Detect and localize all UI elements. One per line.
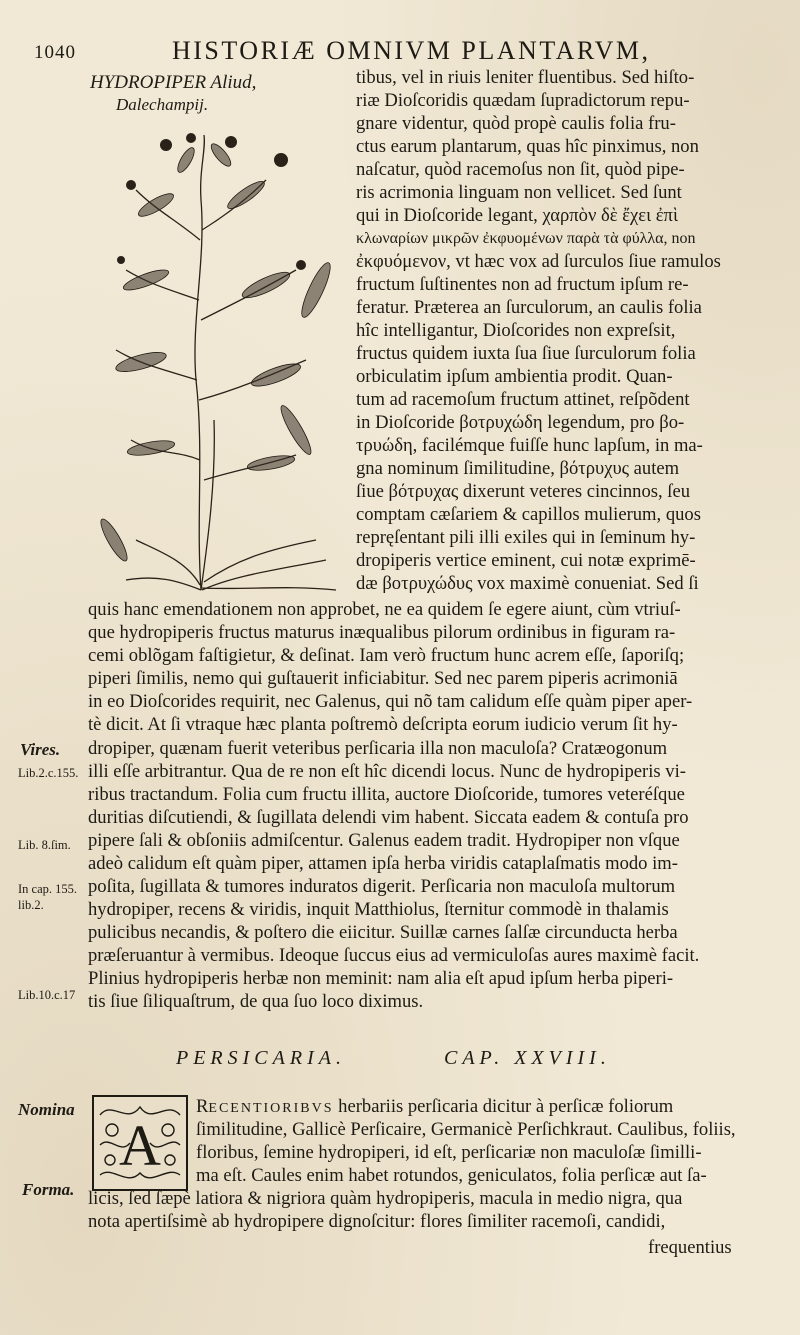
text-line: ma eſt. Caules enim habet rotundos, geniculatos, folia perſicæ aut ſa- <box>196 1165 707 1186</box>
text-line: hîc intelligantur, Dioſcorides non expreſsit, <box>356 320 676 341</box>
text-line: comptam cæſariem & capillos mulierum, quos <box>356 504 701 525</box>
text-line: dropiper, quænam fuerit veteribus perſicaria illa non maculoſa? Cratæogonum <box>88 738 668 759</box>
text-line: in eo Dioſcorides requirit, nec Galenus, qui nõ tam calidum eſſe quàm piper aper- <box>88 691 693 712</box>
text-line: tibus, vel in riuis leniter fluentibus. Sed hiſto- <box>356 67 695 88</box>
text-line: in Dioſcoride βοτρυχώδη legendum, pro βο- <box>356 412 685 433</box>
section-title: PERSICARIA. <box>176 1047 346 1069</box>
text-line: ἐκφυόμενον, vt hæc vox ad ſurculos ſiue ramulos <box>356 251 721 272</box>
figure-title <box>90 72 256 116</box>
text-line: que hydropiperis fructus maturus inæqualibus pilorum ordinibus in figuram ra- <box>88 622 676 643</box>
text-line: fructum ſuſtinentes non ad fructum ipſum re- <box>356 274 689 295</box>
text-line: tum ad racemoſum fructum attinet, reſpõdent <box>356 389 690 410</box>
text-line: illi eſſe arbitrantur. Qua de re non eſt hîc dicendi locus. Nunc de hydropiperis vi- <box>88 761 686 782</box>
margin-note-ref: In cap. 155. <box>18 882 78 896</box>
text-line: floribus, ſemine hydropiperi, id eſt, perſicariæ non maculoſæ ſimilli- <box>196 1142 702 1163</box>
text-line: qui in Dioſcoride legant, χαρπὸν δὲ ἔχει ἐπὶ <box>356 205 678 226</box>
margin-note-vires: Vires. <box>20 740 61 759</box>
text-line: adeò calidum eſt quàm piper, attamen ipſa herba viridis cataplaſmatis modo im- <box>88 853 678 874</box>
margin-note-nomina: Nomina <box>18 1100 75 1119</box>
catchword: frequentius <box>648 1237 732 1258</box>
figure-title-line2: Dalechampij. <box>116 95 209 114</box>
small-cap-initial: R <box>196 1096 209 1117</box>
text-line: Plinius hydropiperis herbæ non meminit: nam alia eſt apud ipſum herba piperi- <box>88 968 674 989</box>
text-line: hydropiper, recens & viridis, inquit Matthiolus, ſternitur commodè in thalamis <box>88 899 669 920</box>
text-line: gnare videntur, quòd propè caulis folia fru- <box>356 113 676 134</box>
text-line: tis ſiue ſiliquaſtrum, de qua ſuo loco diximus. <box>88 991 424 1012</box>
chapter-number: CAP. XXVIII. <box>444 1047 611 1069</box>
text-line: præſeruantur à vermibus. Ideoque ſuccus eius ad vermiculoſas aures maximè facit. <box>88 945 700 966</box>
text-line: ſimilitudine, Gallicè Perſicaire, Germanicè Perſichkraut. Caulibus, foliis, <box>196 1119 736 1140</box>
text-line: naſcatur, quòd racemoſus non ſit, quòd pipe- <box>356 159 685 180</box>
text-line: duritias diſcutiendi, & ſugillata delendi vim habent. Siccata eadem & contuſa pro <box>88 807 689 828</box>
initial-letter: A <box>119 1113 161 1178</box>
text-line: ris acrimonia linguam non vellicet. Sed ſunt <box>356 182 682 203</box>
text-line: orbiculatim ipſum ambientia prodit. Quan- <box>356 366 673 387</box>
text-line: nota apertiſsimè ab hydropipere dignoſcitur: flores ſimiliter racemoſi, candidi, <box>88 1211 666 1232</box>
text-line: τρυώδη, facilémque fuiſſe hunc lapſum, in ma- <box>356 435 703 456</box>
margin-note-ref: lib.2. <box>18 898 44 912</box>
text-line: ſiue βότρυχας dixerunt veteres cincinnos, ſeu <box>356 481 691 502</box>
text-line: riæ Dioſcoridis quædam ſupradictorum repu- <box>356 90 690 111</box>
margin-note-ref: Lib. 8.ſim. <box>18 838 71 852</box>
margin-note-ref: Lib.2.c.155. <box>18 766 79 780</box>
text-line: ribus tractandum. Folia cum fructu illita, auctore Dioſcoride, tumores veteréſque <box>88 784 685 805</box>
text-line: quis hanc emendationem non approbet, ne ea quidem ſe egere aiunt, cùm vtriuſ- <box>88 599 681 620</box>
text-line: poſita, ſugillata & tumores induratos digerit. Perſicaria non maculoſa multorum <box>88 876 676 897</box>
text-line: tè dicit. At ſi vtraque hæc planta poſtremò deſcripta eorum iudicio verum ſit hy- <box>88 714 678 735</box>
text-line: piperi ſimilis, nemo qui guſtauerit inficiabitur. Sed nec parem piperis acrimoniā <box>88 668 678 689</box>
text-line: dropiperis vertice eminent, cui notæ exprimē- <box>356 550 696 571</box>
text-line <box>196 1095 673 1120</box>
text-line: pipere ſali & obſoniis admiſcentur. Galenus eadem tradit. Hydropiper non vſque <box>88 830 680 851</box>
text-span: herbariis perſicaria dicitur à perſicæ foliorum <box>333 1096 674 1117</box>
margin-note-ref: Lib.10.c.17 <box>18 988 76 1002</box>
text-line: pulicibus necandis, & poſtero die eiicitur. Suillæ carnes ſalſæ circunducta herba <box>88 922 678 943</box>
text-line: licis, ſed ſæpè latiora & nigriora quàm hydropiperis, macula in medio nigra, qua <box>88 1188 683 1209</box>
margin-note-forma: Forma. <box>22 1180 75 1199</box>
figure-title-line1: HYDROPIPER Aliud, <box>90 72 257 93</box>
running-head: HISTORIÆ OMNIVM PLANTARVM, <box>172 36 651 65</box>
text-line: dæ βοτρυχώδυς vox maximè conueniat. Sed ſi <box>356 573 699 594</box>
small-caps-word: ECENTIORIBVS <box>208 1101 334 1116</box>
page-number: 1040 <box>34 42 76 63</box>
text-line: ctus earum plantarum, quas hîc pinximus, non <box>356 136 699 157</box>
text-line: cemi oblõgam faſtigietur, & deſinat. Iam verò fructum hunc acrem eſſe, ſaporiſq; <box>88 645 685 666</box>
text-line: fructus quidem iuxta ſua ſiue ſurculorum folia <box>356 343 696 364</box>
text-line: repręſentant pili illi exiles qui in ſeminum hy- <box>356 527 696 548</box>
plant-woodcut-icon <box>96 120 346 600</box>
text-line: gna nominum ſimilitudine, βότρυχυς autem <box>356 458 680 479</box>
text-line: κλωναρίων μικρῶν ἐκφυομένων παρὰ τὰ φύλλα, non <box>356 230 696 247</box>
text-line: feratur. Præterea an ſurculorum, an caulis folia <box>356 297 702 318</box>
decorated-initial-icon <box>92 1095 188 1191</box>
